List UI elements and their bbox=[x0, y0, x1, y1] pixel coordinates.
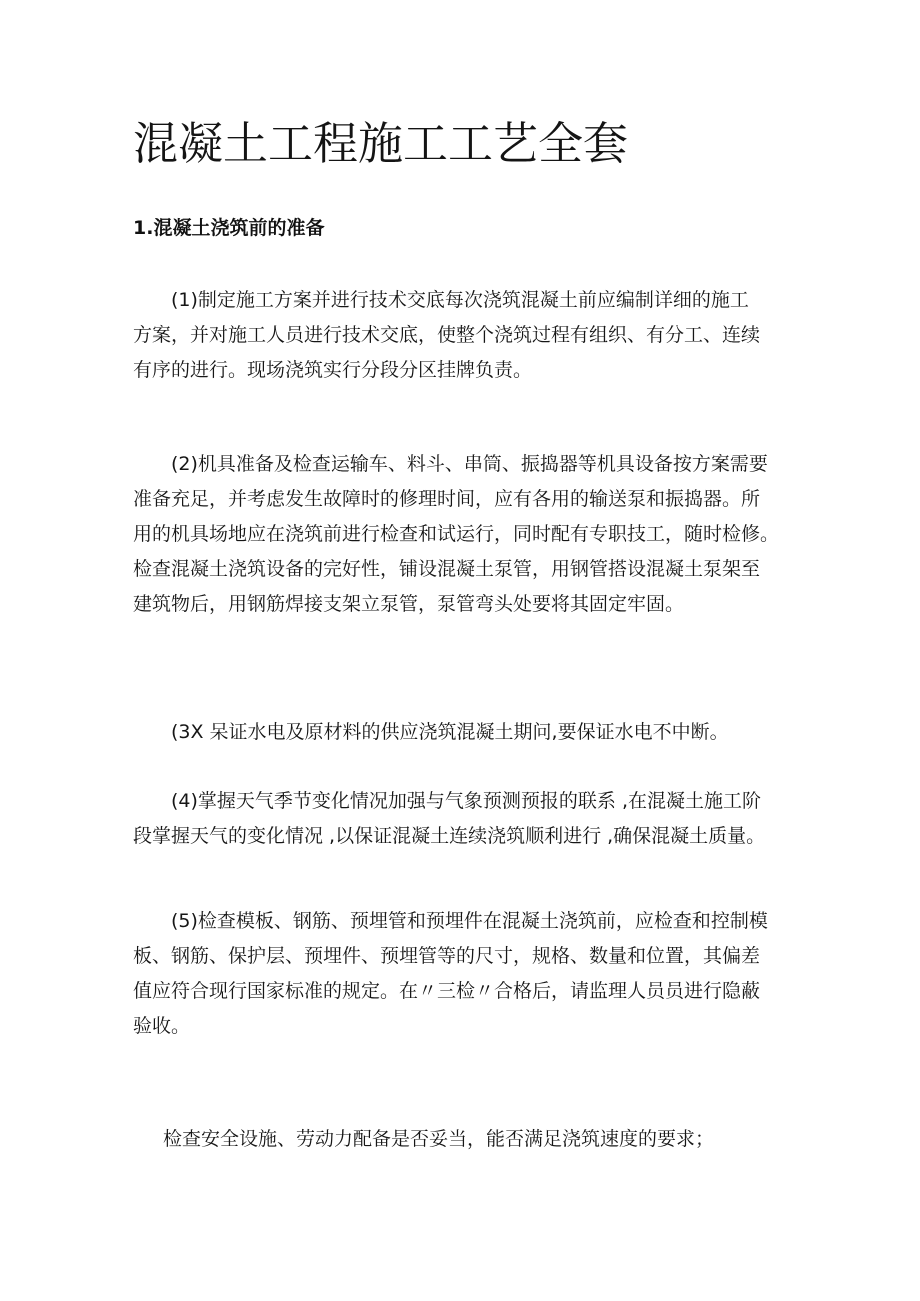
paragraph-line: 有序的进行。现场浇筑实行分段分区挂牌负责。 bbox=[133, 359, 533, 381]
paragraph-line: (3X 呆证水电及原材料的供应浇筑混凝土期问,要保证水电不中断。 bbox=[171, 721, 729, 743]
section-heading: 1.混凝土浇筑前的准备 bbox=[133, 217, 325, 239]
paragraph-line: (2)机具准备及检查运输车、料斗、串筒、振捣器等机具设备按方案需要 bbox=[171, 453, 768, 475]
document-title: 混凝土工程施工工艺全套 bbox=[133, 117, 629, 170]
paragraph-line: 检查安全设施、劳动力配备是否妥当，能否满足浇筑速度的要求； bbox=[163, 1128, 715, 1150]
paragraph-4 bbox=[133, 784, 793, 854]
paragraph-line: 准备充足，并考虑发生故障时的修理时间，应有各用的输送泵和振捣器。所 bbox=[133, 488, 761, 510]
paragraph-5 bbox=[133, 904, 793, 1044]
paragraph-6 bbox=[133, 1122, 793, 1157]
paragraph-line: 板、钢筋、保护层、预埋件、预埋管等的尺寸，规格、数量和位置，其偏差 bbox=[133, 945, 761, 967]
paragraph-line: (4)掌握天气季节变化情况加强与气象预测预报的联系 ,在混凝土施工阶 bbox=[171, 790, 761, 812]
paragraph-line: (5)检查模板、钢筋、预埋管和预埋件在混凝土浇筑前，应检查和控制模 bbox=[171, 910, 768, 932]
paragraph-line: 建筑物后，用钢筋焊接支架立泵管，泵管弯头处要将其固定牢固。 bbox=[133, 593, 685, 615]
paragraph-line: 验收。 bbox=[133, 1015, 191, 1037]
paragraph-line: 值应符合现行国家标准的规定。在〃三检〃合格后，请监理人员员进行隐蔽 bbox=[133, 980, 761, 1002]
paragraph-line: 段掌握天气的变化情况 ,以保证混凝土连续浇筑顺利进行 ,确保混凝土质量。 bbox=[133, 825, 766, 847]
paragraph-3 bbox=[133, 715, 793, 750]
paragraph-line: (1)制定施工方案并进行技术交底每次浇筑混凝土前应编制详细的施工 bbox=[171, 289, 749, 311]
paragraph-line: 用的机具场地应在浇筑前进行检查和试运行，同时配有专职技工，随时检修。 bbox=[133, 523, 780, 545]
paragraph-line: 检查混凝土浇筑设备的完好性，铺设混凝土泵管，用钢管搭设混凝土泵架至 bbox=[133, 558, 761, 580]
paragraph-2 bbox=[133, 447, 793, 622]
paragraph-line: 方案，并对施工人员进行技术交底，使整个浇筑过程有组织、有分工、连续 bbox=[133, 324, 761, 346]
paragraph-1 bbox=[133, 283, 793, 388]
